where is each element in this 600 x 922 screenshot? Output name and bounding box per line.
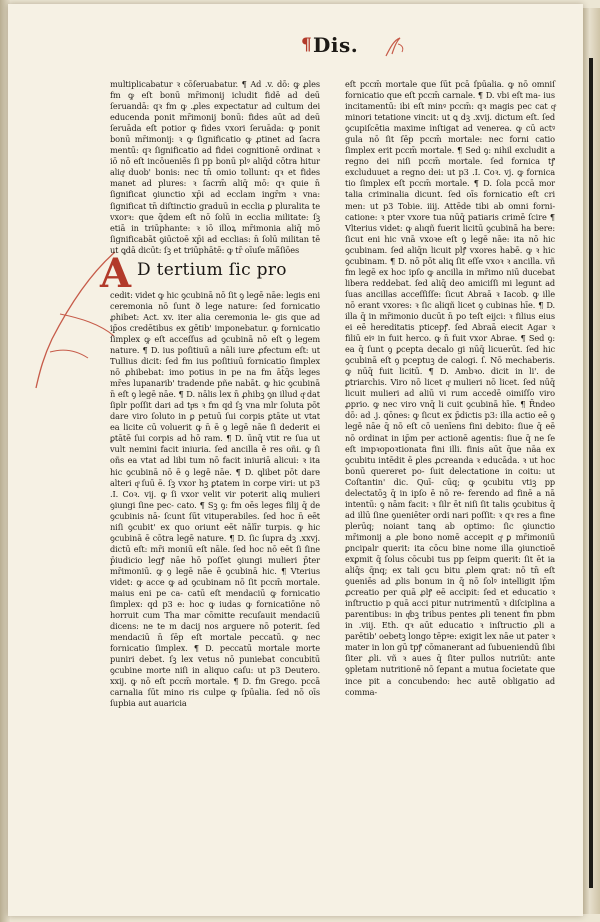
manuscript-page: [8, 4, 583, 916]
left-column: [100, 79, 320, 749]
left-paragraph-2: cedit: videt ꝙ hic ꝯcubinā nō ſit ꝯ legē nāe: legis eni ceremonia nō ſunt ð lege nature: ſed fornicatio ꝓhibet: Act. xv. iter alia ceremonia le- gis que ad ip̄os credētibus ex gētib' imponebatur. ꝙ fornicatio ſimplex ꝙ eſt acceſſus ad ꝯcubinā nō eſt ꝯ legem nature. ¶ D. ius poſitiuū a nāli iure ꝓfectum eſt: ut Tullius dicit: ſed fm ius poſitiuū fornicatio ſimplex nō ꝓhibebat: imo potius in pe na fm āt̄q̄s leges mr̄es lupanarib' tradende pñe nabāt. ꝙ hic ꝯcubinā n̄ eſt ꝯ legē nāe. ¶ D. nālis lex n̄ ꝓhibꝫ ꝯn illud qͦ dat ſiplr poſſit dari ad tpͦs ꝛ fm qd ſꝫ vna mlr ſoluta pōt dare viro ſoluto in ꝑ petuū ſui corpis ꝑtāte ut vtat ea licite cū voluerit ꝙ n̄ ē ꝯ legē nāe ſi dederit ei ꝑtātē ſui corpis ad hō ram. ¶ D. ūnq̄ vtit re ſua ut vult nemini facit iniuria. ſed ancilla ē res oñi. ꝙ ſi oñs ea vtat ad libi tum nō facit iniuriā alicui: ꝛ ita hic ꝯcubinā nō ē ꝯ legē nāe. ¶ D. ꝗlibet pōt dare alteri qͦ ſuū ē. ſꝫ vxor hꝫ ꝑtatem in corpe viri: ut p3 .I. Coꝛ. vij. ꝙ ſi vxor velit vir poterit aliꝗ mulieri ꝯiungi ſine pec- cato. ¶ Sꝫ ꝯ: fm oēs leges filij q̄ de ꝯcubinis nā- ſcunt ſūt vituperabiles. ſed hoc n̄ eēt niſi ꝯcubit' ex quo oriunt eēt nālīr turpis. ꝙ hic ꝯcubinā ē cōtra legē nature. ¶ D. ſic ſupra dꝫ .xxvj. dictū eſt: mr̄i moniū eſt nāle. ſed hoc nō eēt ſi ſine p̄iudicio legꝭ nāe hō poſſet ꝯiungi mulieri p̄ter mr̄imoniū. ꝙ ꝯ legē nāe ē ꝯcubinā hic. ¶ Vterius videt: ꝙ acce ꝙ ad ꝯcubinam nō ſit pccm̄ mortale. maius eni pe ca- catū eſt mendaciū ꝙ fornicatio ſimplex: qd p3 e: hoc ꝙ iudas ꝙ fornicatiōne nō horruit cum Tha mar cōmitte recuſauit mendaciū dicens: ne te m dacij nos arguere nō poterit. ſed mendaciū n̄ ſēp eſt mortale peccatū. ꝙ nec fornicatio ſimplex. ¶ D. peccatū mortale morte puniri debet. ſꝫ lex vetus nō puniebat concubitū ꝯcubine morte niſi in aliquo caſu: ut p3 Deutero. xxij. ꝙ nō eſt pccm̄ mortale. ¶ D. fm Grego. pccā carnalia ſūt mino ris culpe ꝙ ſpūalia. ſed nō oīs ſupbia aut auaricia: [110, 289, 320, 709]
binding-strip: [589, 58, 593, 888]
running-header: [8, 32, 583, 64]
left-paragraph-1: multiplicabatur ꝛ cōſeruabatur. ¶ Ad .v. dō: ꝙ ꝓles fm ꝙ eſt bonū mr̄imonij icludit fidē ad deū ſeruandā: qꝛ fm ꝙ .ꝓles expectatur ad cultum dei educenda ponit mr̄imonij bonū: fides aūt ad deū ſeruāda eſt potior ꝙ fides vxori ſeruāda: ꝙ ponit bonū mr̄imonij: ꝛ ꝙ ſignificatio ꝙ ꝓtinet ad ſacra mentū: qꝛ ſignificatio ad fidei cognitionē ordinat ꝛ iō nō eſt incōueniēs ſi pp bonū plꝰ aliq̄d cōtra hitur aliqͦ duob' bonis: nec tn̄ omio tollunt: qꝛ et fides manet ad plures: ꝛ ſacrm̄ aliq̄ mō: qꝛ quie n̄ ſignificat ꝯiunctio xp̄i ad ecclam ingr̄m ꝛ vna: ſignificat tn̄ diſtinctio graduū in ecclia ꝑ pluralita te vxorꝛ: que q̄dem eſt nō ſolū in ecclia militate: ſꝫ etiā in triūphante: ꝛ iō illoꝝ mr̄imonia aliq̄ mō ſignificabāt ꝯiūctoē xp̄i ad ecclias: n̄ ſolū militan tē ut ꝗdā dicūt: ſꝫ et triūphātē: ꝙ tr̄ oīuſe mā̄ſiōes: [110, 79, 320, 255]
header-title: Dis.: [313, 33, 359, 57]
header-pilcrow: ¶: [301, 35, 312, 55]
right-column: [345, 79, 555, 749]
header-flourish-icon: [382, 36, 408, 58]
right-paragraph-1: eſt pccm̄ mortale que ſūt pcā ſpūalia. ꝙ nō omniſ fornicatio que eſt pccm̄ carnale. ¶ D. vbi eſt ma- ius incitamentū: ibi eſt minꝰ pccm̄: qꝛ magis pec cat qͦ minori tetatione vincit: ut ꝗ dꝫ .xvij. dictum eſt. ſed ꝯcupiſcētia maxime inſtigat ad venerea. ꝙ cū actꝰ gula nō ſit ſēp pccm̄ mortale: nec forni catio ſimplex erit pccm̄ mortale. ¶ Sed ꝯ: nihil excludit a regno dei niſi pccm̄ mortale. ſed fornica tꝭ excluduuet a regno dei: ut p3 .I. Coꝛ. vj. ꝙ fornica tio ſimplex eſt pccm̄ mortale. ¶ D. ſola pccā mor talia criminalia dicunt. ſed oīs fornicatio eſt cri men: ut p3 Tobie. iiij. Attēde tibi ab omni forni- catione: ꝛ pter vxore tua nūq̄ patiaris crimē ſcire ¶ Vlterius videt: ꝙ alıqñ fuerit licitū ꝯcubinā ha bere: ſicut eni hic vnā vxoꝛe eſt ꝯ legē nāe: ita nō hic ꝯcubinam. ſed aliq̄n licuit plꝭ vxores habē. ꝙ ꝛ hic ꝯcubinam. ¶ D. nō pōt aliꝗ ſit eſſe vxoꝛ ꝛ ancilla. vñ fm legē ex hoc ipſo ꝙ ancilla in mr̄imo niū ducebat libera reddebat. ſed aliq̄ deo amiciſſi mi legunt ad ſuas ancillas acceſſiſſe: ſicut Abraā ꝛ Iacob. ꝙ ille nō erant vxores: ꝛ ſic aliqñ licet ꝯ cubinas hīe. ¶ D. illa q̄ in mr̄imonio ducūt n̄ po teſt eijci: ꝛ filius eius ei eē hereditatis pticepꝭ. ſed Abraā eiecit Agar ꝛ filiū eiꝰ in fuit herco. ꝙ n̄ fuit vxor Abrae. ¶ Sed ꝯ: ea q̄ ſunt ꝯ ꝑcepta decalo gi nūq̄ licuerūt. ſed hic ꝯcubinā eſt ꝯ pceptuꝫ de calogi. ſ. Nō mechaberis. ꝙ nūq̄ fuit licitū. ¶ D. Ambꝛo. dicit in li'. de ꝑtriarchis. Viro nō licet qͦ mulieri nō licet. ſed nūq̄ licuit mulieri ad aliū vi rum accedē oimiſſo viro ꝓprio. ꝙ nec viro vnq̄ li cuit ꝯcubinā hīe. ¶ R̄ndeo dō: ad .j. qōnes: ꝙ ſicut ex p̄dictis p3: illa actio eē ꝯ legē nāe q̄ nō eſt cō uenīens fini debito: ſiue q̄ eē nō ordinat in ip̄m per actionē agentis: ſiue q̄ ne ſe eſt impꝛopoꝛtionata fini illi. finis aūt q̄ue nāa ex ꝯcubitu intēdit ē ꝑles ꝓcreanda ꝛ educāda. ꝛ ut hoc bonū quereret po- ſuit delectatione in coitu: ut Coſtantin' dic. Quī- cūq; ꝙ ꝯcubitu vtiꝫ pp delectatōꝫ q̄ in ipſo ē nō re- ferendo ad finē a nā intentū: ꝯ nām facit: ꝛ ſilr ēt niſi ſit talis ꝯcubitus q̄ ad illū ſine ꝯueniēter ordi nari poſſit: ꝛ qꝛ res a fine plerūq; noiant tanꝗ ab optimo: ſic ꝯiunctio mr̄imonij a ꝓle bono nomē accepit qͦ ꝑ mr̄imoniū ꝑncipalr querit: ita cōcu bine nome illa ꝯiunctioē exꝑmit q̄ ſolus cōcubi tus pp ſeipm querit: ſit ēt ia aliq̄s q̄nq; ex tali ꝯcu bitu ꝓlem ꝗrat: nō tn̄ eſt ꝯueniēs ad ꝓlis bonum in q̄ nō ſolꝰ intelligit ip̄m ꝓcreatio per quā ꝓlꝭ eē accipit: ſed et educatio ꝛ inſtructio p quā acci pitur nutrimentū ꝛ diſciplina a parentibus: in qͥbꝫ tribus pentes ꝓli tenent fm pbm in .viij. Eth. qꝛ aūt educatio ꝛ inſtructio ꝓli a parētib' oebetꝫ longo tēpꝰe: exigit lex nāe ut pater ꝛ mater in lon gū tpꝭ cōmanerant ad ſubueniendū ſibi ſiter ꝓli. vñ ꝛ aues q̄ ſiter pullos nutriūt: ante ꝯpletam nutritionē nō ſepant a mutua ſocietate que ince pit a concubendo: hec autē obligatio ad comma-: [345, 79, 555, 697]
section-heading: D tertium ſic pro: [137, 259, 287, 280]
page-edge: [583, 8, 600, 914]
rubricated-initial: A: [100, 249, 131, 297]
section-opening: [100, 249, 320, 297]
